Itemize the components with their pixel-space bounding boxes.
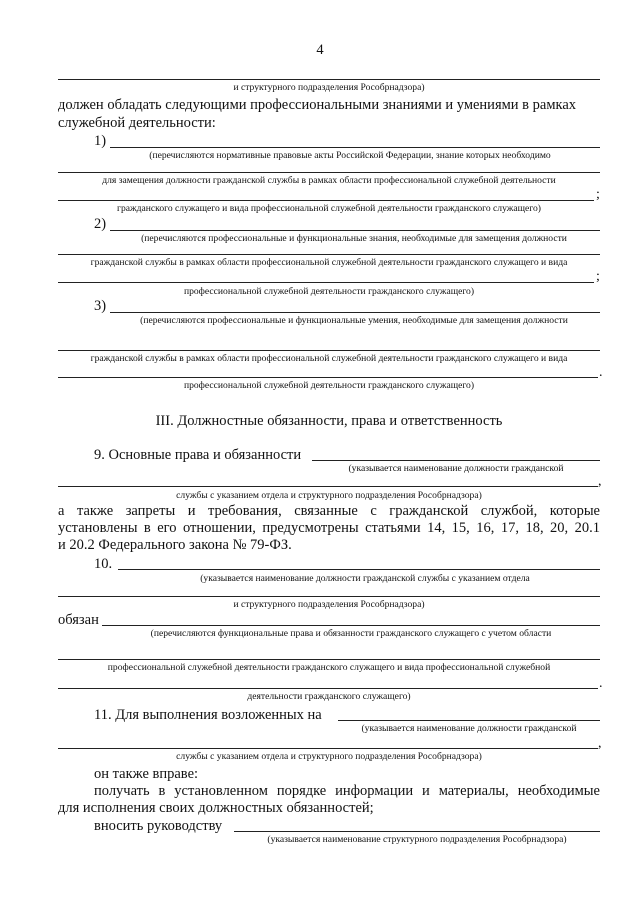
end-mark: . [599,676,603,691]
field-caption: гражданской службы в рамках области профессиональной служебной деятельности гражданского служащего и вида [90,257,568,268]
field-caption: (указывается наименование должности гражданской [348,463,564,474]
paragraph-lead: 11. Для выполнения возложенных на [94,707,322,723]
blank-line [58,200,594,201]
body-text: установлены в его отношении, предусмотрены статьями 14, 15, 16, 17, 18, 20, 20.1 [58,520,600,536]
field-caption: (перечисляются нормативные правовые акты Российской Федерации, знание которых необходимо [149,150,551,161]
field-caption: гражданского служащего и вида профессиональной служебной деятельности гражданского служащего) [117,203,541,214]
blank-line [110,147,600,148]
field-caption: (перечисляются профессиональные и функциональные умения, необходимые для замещения должности [140,315,568,326]
blank-line [58,748,598,749]
field-caption: для замещения должности гражданской службы в рамках области профессиональной служебной деятельности [102,175,556,186]
blank-line [58,688,598,689]
body-text: для исполнения своих должностных обязанностей; [58,800,374,816]
blank-line [110,312,600,313]
field-caption: (указывается наименование структурного подразделения Рособрнадзора) [267,834,567,845]
paragraph-lead: 9. Основные права и обязанности [94,447,302,463]
body-text: служебной деятельности: [58,115,216,131]
field-caption: и структурного подразделения Рособрнадзора) [233,82,425,93]
blank-line [58,377,598,378]
paragraph-lead: вносить руководству [94,818,223,834]
field-caption: профессиональной служебной деятельности гражданского служащего и вида профессиональной служебной [107,662,551,673]
blank-line [58,79,600,80]
body-text: а также запреты и требования, связанные с гражданской службой, которые [58,503,600,519]
field-caption: (перечисляются профессиональные и функциональные знания, необходимые для замещения должности [141,233,567,244]
blank-line [58,172,600,173]
item-label: 3) [94,298,107,314]
blank-line [58,596,600,597]
obliged-label: обязан [58,612,99,628]
body-text: он также вправе: [94,766,199,782]
end-mark: ; [596,187,600,202]
blank-line [118,569,600,570]
blank-line [58,254,600,255]
blank-line [110,230,600,231]
section-heading: III. Должностные обязанности, права и ответственность [155,413,503,429]
blank-line [58,486,598,487]
field-caption: (указывается наименование должности гражданской [361,723,577,734]
field-caption: службы с указанием отдела и структурного подразделения Рособрнадзора) [176,751,482,762]
blank-line [234,831,600,832]
field-caption: (указывается наименование должности гражданской службы с указанием отдела [200,573,530,584]
blank-line [58,659,600,660]
field-caption: гражданской службы в рамках области профессиональной служебной деятельности гражданского служащего и вида [90,353,568,364]
field-caption: (перечисляются функциональные права и обязанности гражданского служащего с учетом области [150,628,552,639]
body-text: должен обладать следующими профессиональными знаниями и умениями в рамках [58,97,577,113]
blank-line [58,282,594,283]
page-number: 4 [316,42,324,58]
field-caption: деятельности гражданского служащего) [247,691,411,702]
end-mark: , [598,736,602,751]
field-caption: профессиональной служебной деятельности гражданского служащего) [183,286,475,297]
field-caption: и структурного подразделения Рособрнадзора) [233,599,425,610]
item-label: 1) [94,133,107,149]
end-mark: . [599,365,603,380]
blank-line [312,460,600,461]
body-text: получать в установленном порядке информации и материалы, необходимые [94,783,600,799]
blank-line [338,720,600,721]
item-label: 2) [94,216,107,232]
field-caption: службы с указанием отдела и структурного подразделения Рособрнадзора) [176,490,482,501]
blank-line [102,625,600,626]
end-mark: , [598,474,602,489]
blank-line [58,350,600,351]
body-text: и 20.2 Федерального закона № 79-ФЗ. [58,537,292,553]
end-mark: ; [596,269,600,284]
field-caption: профессиональной служебной деятельности гражданского служащего) [183,380,475,391]
paragraph-lead: 10. [94,556,113,572]
